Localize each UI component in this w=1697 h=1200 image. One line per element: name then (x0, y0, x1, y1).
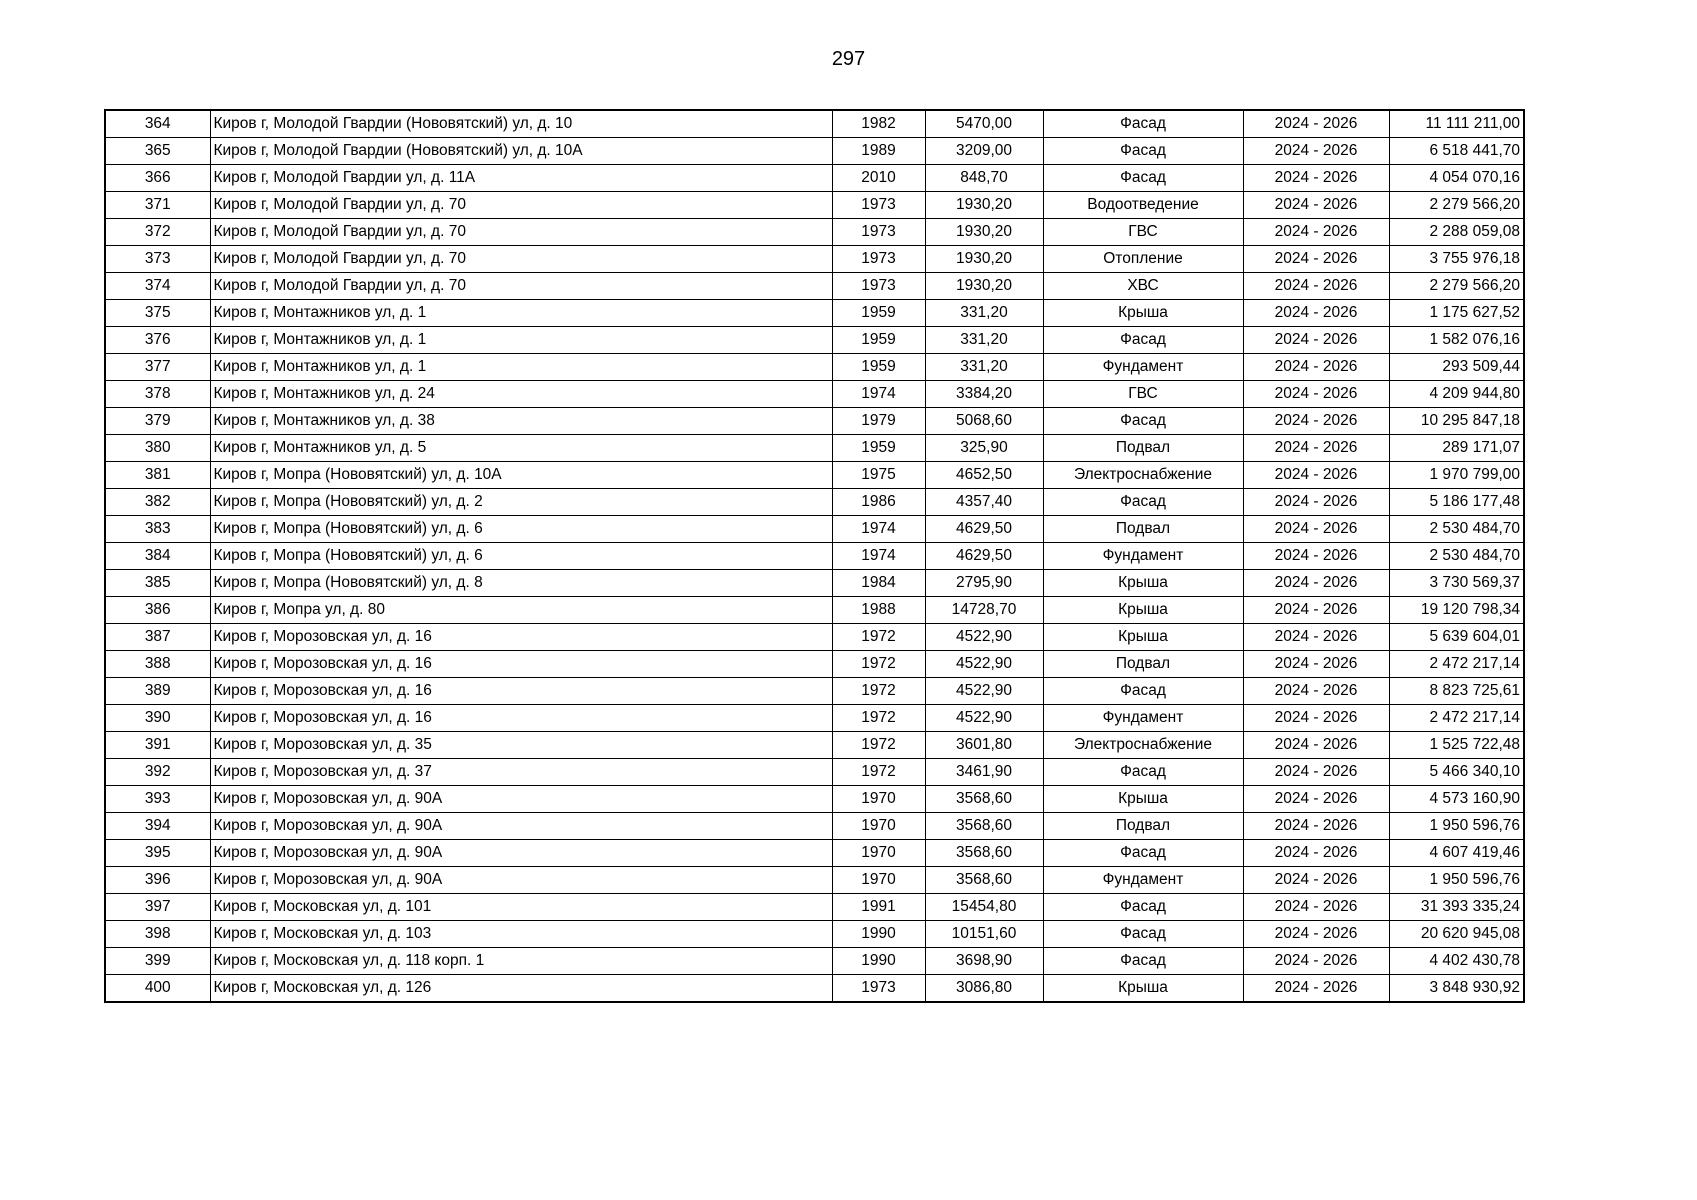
address-cell: Киров г, Морозовская ул, д. 16 (210, 624, 832, 651)
cost-cell: 1 525 722,48 (1389, 732, 1524, 759)
cost-cell: 289 171,07 (1389, 435, 1524, 462)
row-number-cell: 364 (105, 110, 210, 138)
cost-cell: 2 472 217,14 (1389, 705, 1524, 732)
cost-cell: 4 607 419,46 (1389, 840, 1524, 867)
row-number-cell: 391 (105, 732, 210, 759)
row-number-cell: 388 (105, 651, 210, 678)
period-cell: 2024 - 2026 (1243, 273, 1389, 300)
cost-cell: 8 823 725,61 (1389, 678, 1524, 705)
cost-cell: 1 175 627,52 (1389, 300, 1524, 327)
area-cell: 1930,20 (925, 246, 1043, 273)
cost-cell: 19 120 798,34 (1389, 597, 1524, 624)
work-type-cell: Отопление (1043, 246, 1243, 273)
year-built-cell: 1972 (832, 651, 925, 678)
address-cell: Киров г, Молодой Гвардии ул, д. 70 (210, 273, 832, 300)
cost-cell: 2 279 566,20 (1389, 192, 1524, 219)
row-number-cell: 365 (105, 138, 210, 165)
period-cell: 2024 - 2026 (1243, 219, 1389, 246)
cost-cell: 11 111 211,00 (1389, 110, 1524, 138)
area-cell: 4357,40 (925, 489, 1043, 516)
address-cell: Киров г, Московская ул, д. 118 корп. 1 (210, 948, 832, 975)
period-cell: 2024 - 2026 (1243, 165, 1389, 192)
work-type-cell: Водоотведение (1043, 192, 1243, 219)
row-number-cell: 399 (105, 948, 210, 975)
row-number-cell: 373 (105, 246, 210, 273)
table-row (105, 408, 1524, 435)
address-cell: Киров г, Мопра (Нововятский) ул, д. 8 (210, 570, 832, 597)
address-cell: Киров г, Мопра (Нововятский) ул, д. 10А (210, 462, 832, 489)
table-row (105, 813, 1524, 840)
year-built-cell: 1959 (832, 300, 925, 327)
area-cell: 3461,90 (925, 759, 1043, 786)
area-cell: 3209,00 (925, 138, 1043, 165)
address-cell: Киров г, Мопра (Нововятский) ул, д. 6 (210, 543, 832, 570)
row-number-cell: 376 (105, 327, 210, 354)
work-type-cell: Фасад (1043, 840, 1243, 867)
year-built-cell: 1974 (832, 516, 925, 543)
address-cell: Киров г, Монтажников ул, д. 5 (210, 435, 832, 462)
work-type-cell: Электроснабжение (1043, 732, 1243, 759)
address-cell: Киров г, Монтажников ул, д. 24 (210, 381, 832, 408)
address-cell: Киров г, Морозовская ул, д. 37 (210, 759, 832, 786)
work-type-cell: Фундамент (1043, 543, 1243, 570)
row-number-cell: 400 (105, 975, 210, 1003)
work-type-cell: Фасад (1043, 408, 1243, 435)
period-cell: 2024 - 2026 (1243, 705, 1389, 732)
cost-cell: 20 620 945,08 (1389, 921, 1524, 948)
area-cell: 1930,20 (925, 273, 1043, 300)
cost-cell: 2 530 484,70 (1389, 516, 1524, 543)
row-number-cell: 389 (105, 678, 210, 705)
year-built-cell: 1972 (832, 705, 925, 732)
row-number-cell: 375 (105, 300, 210, 327)
table-row (105, 381, 1524, 408)
area-cell: 4522,90 (925, 705, 1043, 732)
cost-cell: 3 848 930,92 (1389, 975, 1524, 1003)
year-built-cell: 1991 (832, 894, 925, 921)
row-number-cell: 394 (105, 813, 210, 840)
year-built-cell: 1990 (832, 921, 925, 948)
row-number-cell: 371 (105, 192, 210, 219)
period-cell: 2024 - 2026 (1243, 651, 1389, 678)
year-built-cell: 1990 (832, 948, 925, 975)
work-type-cell: Крыша (1043, 570, 1243, 597)
address-cell: Киров г, Морозовская ул, д. 16 (210, 705, 832, 732)
year-built-cell: 1970 (832, 840, 925, 867)
row-number-cell: 384 (105, 543, 210, 570)
work-type-cell: Подвал (1043, 435, 1243, 462)
year-built-cell: 1989 (832, 138, 925, 165)
work-type-cell: Фундамент (1043, 354, 1243, 381)
year-built-cell: 2010 (832, 165, 925, 192)
work-type-cell: ГВС (1043, 219, 1243, 246)
period-cell: 2024 - 2026 (1243, 678, 1389, 705)
year-built-cell: 1972 (832, 732, 925, 759)
table-row (105, 786, 1524, 813)
area-cell: 1930,20 (925, 219, 1043, 246)
year-built-cell: 1959 (832, 354, 925, 381)
area-cell: 4522,90 (925, 624, 1043, 651)
row-number-cell: 380 (105, 435, 210, 462)
row-number-cell: 374 (105, 273, 210, 300)
work-type-cell: Крыша (1043, 597, 1243, 624)
period-cell: 2024 - 2026 (1243, 110, 1389, 138)
table-row (105, 921, 1524, 948)
row-number-cell: 372 (105, 219, 210, 246)
address-cell: Киров г, Монтажников ул, д. 1 (210, 327, 832, 354)
work-type-cell: Подвал (1043, 516, 1243, 543)
row-number-cell: 379 (105, 408, 210, 435)
table-row (105, 192, 1524, 219)
period-cell: 2024 - 2026 (1243, 813, 1389, 840)
work-type-cell: Фасад (1043, 165, 1243, 192)
cost-cell: 5 466 340,10 (1389, 759, 1524, 786)
period-cell: 2024 - 2026 (1243, 327, 1389, 354)
table-row (105, 246, 1524, 273)
work-type-cell: Крыша (1043, 975, 1243, 1003)
period-cell: 2024 - 2026 (1243, 246, 1389, 273)
work-type-cell: Фундамент (1043, 867, 1243, 894)
period-cell: 2024 - 2026 (1243, 300, 1389, 327)
row-number-cell: 385 (105, 570, 210, 597)
area-cell: 3568,60 (925, 786, 1043, 813)
table-row (105, 219, 1524, 246)
row-number-cell: 378 (105, 381, 210, 408)
cost-cell: 31 393 335,24 (1389, 894, 1524, 921)
year-built-cell: 1986 (832, 489, 925, 516)
year-built-cell: 1974 (832, 543, 925, 570)
area-cell: 3568,60 (925, 813, 1043, 840)
address-cell: Киров г, Молодой Гвардии ул, д. 11А (210, 165, 832, 192)
period-cell: 2024 - 2026 (1243, 462, 1389, 489)
work-type-cell: Фасад (1043, 327, 1243, 354)
work-type-cell: Фасад (1043, 921, 1243, 948)
period-cell: 2024 - 2026 (1243, 624, 1389, 651)
table-body (105, 110, 1524, 1002)
period-cell: 2024 - 2026 (1243, 516, 1389, 543)
work-type-cell: ГВС (1043, 381, 1243, 408)
cost-cell: 6 518 441,70 (1389, 138, 1524, 165)
area-cell: 3568,60 (925, 867, 1043, 894)
row-number-cell: 383 (105, 516, 210, 543)
address-cell: Киров г, Морозовская ул, д. 16 (210, 651, 832, 678)
table-row (105, 840, 1524, 867)
area-cell: 4652,50 (925, 462, 1043, 489)
table-row (105, 894, 1524, 921)
cost-cell: 4 054 070,16 (1389, 165, 1524, 192)
area-cell: 1930,20 (925, 192, 1043, 219)
area-cell: 4522,90 (925, 651, 1043, 678)
row-number-cell: 396 (105, 867, 210, 894)
table-row (105, 597, 1524, 624)
area-cell: 15454,80 (925, 894, 1043, 921)
row-number-cell: 366 (105, 165, 210, 192)
repair-schedule-table (104, 109, 1525, 1003)
cost-cell: 1 950 596,76 (1389, 813, 1524, 840)
year-built-cell: 1970 (832, 786, 925, 813)
address-cell: Киров г, Монтажников ул, д. 38 (210, 408, 832, 435)
row-number-cell: 395 (105, 840, 210, 867)
work-type-cell: Фасад (1043, 489, 1243, 516)
address-cell: Киров г, Морозовская ул, д. 90А (210, 867, 832, 894)
address-cell: Киров г, Молодой Гвардии (Нововятский) ул, д. 10 (210, 110, 832, 138)
area-cell: 3601,80 (925, 732, 1043, 759)
period-cell: 2024 - 2026 (1243, 381, 1389, 408)
cost-cell: 1 970 799,00 (1389, 462, 1524, 489)
address-cell: Киров г, Молодой Гвардии (Нововятский) ул, д. 10А (210, 138, 832, 165)
work-type-cell: Крыша (1043, 786, 1243, 813)
table-row (105, 570, 1524, 597)
table-row (105, 489, 1524, 516)
work-type-cell: Фундамент (1043, 705, 1243, 732)
work-type-cell: Фасад (1043, 948, 1243, 975)
year-built-cell: 1975 (832, 462, 925, 489)
cost-cell: 10 295 847,18 (1389, 408, 1524, 435)
table-row (105, 165, 1524, 192)
cost-cell: 293 509,44 (1389, 354, 1524, 381)
table-row (105, 651, 1524, 678)
work-type-cell: Фасад (1043, 894, 1243, 921)
address-cell: Киров г, Морозовская ул, д. 16 (210, 678, 832, 705)
period-cell: 2024 - 2026 (1243, 786, 1389, 813)
area-cell: 3698,90 (925, 948, 1043, 975)
area-cell: 4629,50 (925, 543, 1043, 570)
table-row (105, 138, 1524, 165)
area-cell: 5470,00 (925, 110, 1043, 138)
work-type-cell: Крыша (1043, 300, 1243, 327)
page-number: 297 (831, 48, 866, 70)
year-built-cell: 1973 (832, 246, 925, 273)
address-cell: Киров г, Московская ул, д. 101 (210, 894, 832, 921)
cost-cell: 2 288 059,08 (1389, 219, 1524, 246)
area-cell: 325,90 (925, 435, 1043, 462)
period-cell: 2024 - 2026 (1243, 597, 1389, 624)
period-cell: 2024 - 2026 (1243, 948, 1389, 975)
work-type-cell: ХВС (1043, 273, 1243, 300)
period-cell: 2024 - 2026 (1243, 192, 1389, 219)
cost-cell: 1 950 596,76 (1389, 867, 1524, 894)
cost-cell: 2 530 484,70 (1389, 543, 1524, 570)
row-number-cell: 393 (105, 786, 210, 813)
table-row (105, 516, 1524, 543)
period-cell: 2024 - 2026 (1243, 732, 1389, 759)
work-type-cell: Крыша (1043, 624, 1243, 651)
area-cell: 331,20 (925, 327, 1043, 354)
area-cell: 4522,90 (925, 678, 1043, 705)
year-built-cell: 1982 (832, 110, 925, 138)
address-cell: Киров г, Мопра (Нововятский) ул, д. 6 (210, 516, 832, 543)
row-number-cell: 386 (105, 597, 210, 624)
year-built-cell: 1979 (832, 408, 925, 435)
area-cell: 331,20 (925, 354, 1043, 381)
table-row (105, 705, 1524, 732)
period-cell: 2024 - 2026 (1243, 543, 1389, 570)
row-number-cell: 382 (105, 489, 210, 516)
period-cell: 2024 - 2026 (1243, 408, 1389, 435)
table-row (105, 759, 1524, 786)
cost-cell: 4 209 944,80 (1389, 381, 1524, 408)
address-cell: Киров г, Морозовская ул, д. 90А (210, 840, 832, 867)
address-cell: Киров г, Молодой Гвардии ул, д. 70 (210, 246, 832, 273)
address-cell: Киров г, Монтажников ул, д. 1 (210, 354, 832, 381)
period-cell: 2024 - 2026 (1243, 759, 1389, 786)
address-cell: Киров г, Морозовская ул, д. 35 (210, 732, 832, 759)
address-cell: Киров г, Московская ул, д. 126 (210, 975, 832, 1003)
year-built-cell: 1988 (832, 597, 925, 624)
row-number-cell: 377 (105, 354, 210, 381)
cost-cell: 2 472 217,14 (1389, 651, 1524, 678)
period-cell: 2024 - 2026 (1243, 867, 1389, 894)
table-row (105, 327, 1524, 354)
year-built-cell: 1972 (832, 624, 925, 651)
area-cell: 5068,60 (925, 408, 1043, 435)
area-cell: 3086,80 (925, 975, 1043, 1003)
address-cell: Киров г, Мопра ул, д. 80 (210, 597, 832, 624)
table-row (105, 948, 1524, 975)
row-number-cell: 381 (105, 462, 210, 489)
area-cell: 3568,60 (925, 840, 1043, 867)
table-row (105, 543, 1524, 570)
work-type-cell: Подвал (1043, 651, 1243, 678)
table-row (105, 300, 1524, 327)
period-cell: 2024 - 2026 (1243, 489, 1389, 516)
table-row (105, 678, 1524, 705)
area-cell: 848,70 (925, 165, 1043, 192)
row-number-cell: 398 (105, 921, 210, 948)
table-row (105, 110, 1524, 138)
cost-cell: 1 582 076,16 (1389, 327, 1524, 354)
work-type-cell: Подвал (1043, 813, 1243, 840)
work-type-cell: Фасад (1043, 678, 1243, 705)
cost-cell: 4 573 160,90 (1389, 786, 1524, 813)
row-number-cell: 387 (105, 624, 210, 651)
address-cell: Киров г, Морозовская ул, д. 90А (210, 813, 832, 840)
row-number-cell: 392 (105, 759, 210, 786)
period-cell: 2024 - 2026 (1243, 840, 1389, 867)
address-cell: Киров г, Морозовская ул, д. 90А (210, 786, 832, 813)
period-cell: 2024 - 2026 (1243, 435, 1389, 462)
table-row (105, 975, 1524, 1003)
year-built-cell: 1984 (832, 570, 925, 597)
period-cell: 2024 - 2026 (1243, 894, 1389, 921)
address-cell: Киров г, Молодой Гвардии ул, д. 70 (210, 192, 832, 219)
work-type-cell: Электроснабжение (1043, 462, 1243, 489)
year-built-cell: 1970 (832, 867, 925, 894)
row-number-cell: 397 (105, 894, 210, 921)
work-type-cell: Фасад (1043, 759, 1243, 786)
year-built-cell: 1973 (832, 192, 925, 219)
area-cell: 4629,50 (925, 516, 1043, 543)
work-type-cell: Фасад (1043, 110, 1243, 138)
cost-cell: 3 730 569,37 (1389, 570, 1524, 597)
table-row (105, 273, 1524, 300)
year-built-cell: 1972 (832, 759, 925, 786)
area-cell: 14728,70 (925, 597, 1043, 624)
area-cell: 331,20 (925, 300, 1043, 327)
area-cell: 2795,90 (925, 570, 1043, 597)
address-cell: Киров г, Монтажников ул, д. 1 (210, 300, 832, 327)
year-built-cell: 1959 (832, 327, 925, 354)
year-built-cell: 1973 (832, 273, 925, 300)
year-built-cell: 1973 (832, 975, 925, 1003)
table-row (105, 435, 1524, 462)
area-cell: 3384,20 (925, 381, 1043, 408)
address-cell: Киров г, Мопра (Нововятский) ул, д. 2 (210, 489, 832, 516)
table-row (105, 867, 1524, 894)
address-cell: Киров г, Московская ул, д. 103 (210, 921, 832, 948)
table-row (105, 462, 1524, 489)
period-cell: 2024 - 2026 (1243, 975, 1389, 1003)
period-cell: 2024 - 2026 (1243, 921, 1389, 948)
period-cell: 2024 - 2026 (1243, 138, 1389, 165)
table-row (105, 354, 1524, 381)
table-row (105, 624, 1524, 651)
cost-cell: 5 186 177,48 (1389, 489, 1524, 516)
year-built-cell: 1974 (832, 381, 925, 408)
period-cell: 2024 - 2026 (1243, 570, 1389, 597)
cost-cell: 4 402 430,78 (1389, 948, 1524, 975)
table-row (105, 732, 1524, 759)
row-number-cell: 390 (105, 705, 210, 732)
cost-cell: 3 755 976,18 (1389, 246, 1524, 273)
period-cell: 2024 - 2026 (1243, 354, 1389, 381)
cost-cell: 5 639 604,01 (1389, 624, 1524, 651)
area-cell: 10151,60 (925, 921, 1043, 948)
year-built-cell: 1972 (832, 678, 925, 705)
year-built-cell: 1973 (832, 219, 925, 246)
year-built-cell: 1970 (832, 813, 925, 840)
year-built-cell: 1959 (832, 435, 925, 462)
cost-cell: 2 279 566,20 (1389, 273, 1524, 300)
address-cell: Киров г, Молодой Гвардии ул, д. 70 (210, 219, 832, 246)
work-type-cell: Фасад (1043, 138, 1243, 165)
